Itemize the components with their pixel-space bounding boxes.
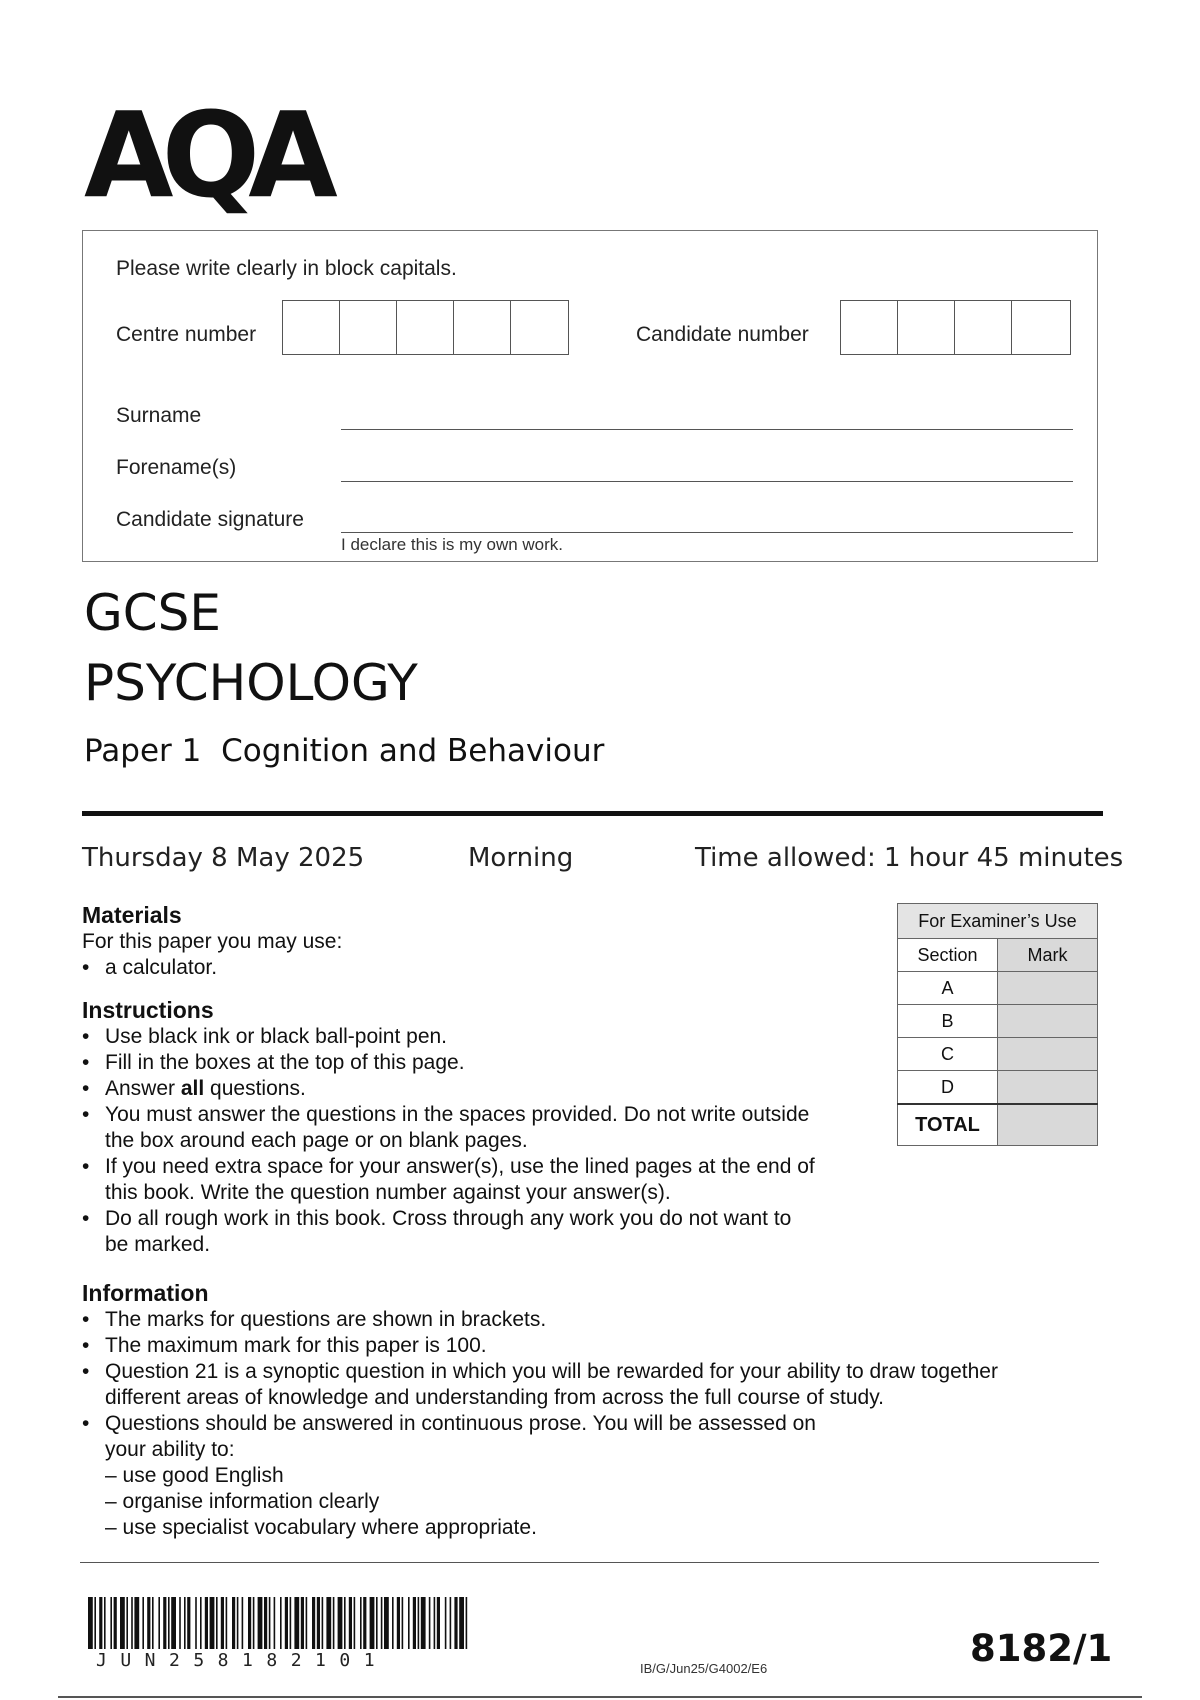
barcode-bar — [408, 1597, 410, 1649]
barcode-bar — [221, 1597, 224, 1649]
mark-cell — [998, 1005, 1098, 1038]
instruction-item: • Fill in the boxes at the top of this page. — [82, 1050, 882, 1076]
barcode-bar — [94, 1597, 96, 1649]
barcode-bar — [142, 1597, 144, 1649]
paper-title: Paper 1 Cognition and Behaviour — [84, 733, 605, 769]
candidate-number-field[interactable] — [840, 300, 1071, 355]
barcode-bar — [210, 1597, 215, 1649]
information-item: • The marks for questions are shown in brackets. — [82, 1307, 1102, 1333]
barcode-bar — [418, 1597, 420, 1649]
section-column-header: Section — [898, 939, 998, 972]
signature-label: Candidate signature — [116, 508, 304, 531]
barcode-bar — [264, 1597, 267, 1649]
barcode-bar — [333, 1597, 335, 1649]
materials-intro: For this paper you may use: — [82, 930, 343, 953]
surname-label: Surname — [116, 404, 202, 427]
barcode-bar — [429, 1597, 431, 1649]
barcode-bar — [126, 1597, 128, 1649]
mark-cell — [998, 1071, 1098, 1105]
barcode-bar — [274, 1597, 276, 1649]
paper-reference: IB/G/Jun25/G4002/E6 — [640, 1661, 768, 1676]
information-item: • Question 21 is a synoptic question in which you will be rewarded for your ability to draw together different areas of knowledge and understanding from across the full course of study. — [82, 1359, 1102, 1411]
barcode-bar — [437, 1597, 440, 1649]
barcode-bar — [413, 1597, 416, 1649]
materials-heading: Materials — [82, 902, 182, 928]
candidate-number-label: Candidate number — [636, 323, 809, 346]
surname-input-line[interactable] — [341, 429, 1073, 430]
declaration-text: I declare this is my own work. — [341, 535, 564, 554]
information-subitem: – use specialist vocabulary where appropriate. — [105, 1516, 537, 1539]
centre-number-digit-box[interactable] — [283, 301, 340, 354]
section-label: C — [898, 1038, 998, 1071]
aqa-logo: AQA — [84, 86, 327, 224]
qualification-title: GCSE — [84, 584, 221, 642]
centre-number-label: Centre number — [116, 323, 257, 346]
exam-date: Thursday 8 May 2025 — [82, 843, 365, 873]
barcode-bar — [88, 1597, 93, 1649]
barcode-bar — [354, 1597, 356, 1649]
barcode-bar — [344, 1597, 346, 1649]
barcode-bar — [104, 1597, 106, 1649]
barcode-bar — [317, 1597, 320, 1649]
barcode-bar — [376, 1597, 378, 1649]
instruction-item: • If you need extra space for your answer(s), use the lined pages at the end of this book. Write the question number against your answer(s). — [82, 1154, 882, 1206]
instruction-item: • Use black ink or black ball-point pen. — [82, 1024, 882, 1050]
barcode-bar — [237, 1597, 239, 1649]
information-section — [82, 1280, 1102, 1541]
page-bottom-rule — [58, 1696, 1142, 1698]
barcode-bar — [349, 1597, 352, 1649]
title-divider — [82, 811, 1103, 816]
barcode-bar — [421, 1597, 426, 1649]
barcode-bar — [392, 1597, 394, 1649]
candidate-number-digit-box[interactable] — [898, 301, 955, 354]
information-item: • The maximum mark for this paper is 100. — [82, 1333, 1102, 1359]
barcode-bar — [232, 1597, 235, 1649]
barcode-bar — [459, 1597, 464, 1649]
instructions-section — [82, 997, 882, 1258]
information-heading: Information — [82, 1280, 209, 1306]
barcode-bar — [269, 1597, 271, 1649]
instruction-item: • Answer all questions. — [82, 1076, 882, 1102]
candidate-number-digit-box[interactable] — [1012, 301, 1069, 354]
instruction-item: • Do all rough work in this book. Cross through any work you do not want to be marked. — [82, 1206, 882, 1258]
section-label: B — [898, 1005, 998, 1038]
barcode-bar — [184, 1597, 186, 1649]
barcode-bar — [397, 1597, 400, 1649]
materials-item: • a calculator. — [82, 955, 882, 981]
barcode-bar — [131, 1597, 133, 1649]
barcode-bar — [253, 1597, 255, 1649]
mark-cell — [998, 1038, 1098, 1071]
barcode-bar — [290, 1597, 292, 1649]
emphasis-all: all — [180, 1077, 205, 1100]
information-item: • Questions should be answered in continuous prose. You will be assessed on your ability to: — [82, 1411, 1102, 1463]
subject-title: PSYCHOLOGY — [84, 654, 418, 712]
barcode-bar — [312, 1597, 315, 1649]
barcode-bar — [168, 1597, 170, 1649]
barcode-bar — [110, 1597, 112, 1649]
time-allowed: Time allowed: 1 hour 45 minutes — [695, 843, 1124, 873]
barcode-bar — [381, 1597, 383, 1649]
barcode-bar — [242, 1597, 244, 1649]
materials-section — [82, 902, 882, 981]
barcode-bar — [99, 1597, 102, 1649]
total-label: TOTAL — [898, 1104, 998, 1146]
information-subitem: – use good English — [105, 1464, 284, 1487]
barcode-bar — [171, 1597, 176, 1649]
centre-number-digit-box[interactable] — [454, 301, 511, 354]
section-label: A — [898, 972, 998, 1005]
barcode-bar — [152, 1597, 154, 1649]
mark-cell — [998, 972, 1098, 1005]
barcode-bar — [445, 1597, 447, 1649]
block-capitals-instruction: Please write clearly in block capitals. — [116, 257, 457, 280]
footer-divider — [80, 1562, 1099, 1563]
examiner-table-title: For Examiner’s Use — [898, 904, 1098, 939]
barcode-bar — [248, 1597, 251, 1649]
barcode-bar — [134, 1597, 139, 1649]
section-label: D — [898, 1071, 998, 1105]
instructions-heading: Instructions — [82, 997, 214, 1023]
barcode-bar — [370, 1597, 375, 1649]
barcode-bar — [114, 1597, 117, 1649]
mark-column-header: Mark — [998, 939, 1098, 972]
barcode-bar — [187, 1597, 190, 1649]
barcode-bar — [158, 1597, 160, 1649]
candidate-number-digit-box[interactable] — [841, 301, 898, 354]
barcode-bar — [301, 1597, 304, 1649]
centre-number-field[interactable] — [282, 300, 569, 355]
barcode-bar — [226, 1597, 228, 1649]
barcode-bar — [322, 1597, 324, 1649]
barcode-bar — [454, 1597, 457, 1649]
centre-number-digit-box[interactable] — [511, 301, 568, 354]
forenames-label: Forename(s) — [116, 456, 237, 479]
barcode-bar — [280, 1597, 282, 1649]
instruction-item: • You must answer the questions in the spaces provided. Do not write outside the box around each page or on blank pages. — [82, 1102, 882, 1154]
barcode-bar — [306, 1597, 308, 1649]
forenames-input-line[interactable] — [341, 481, 1073, 482]
barcode-bar — [363, 1597, 366, 1649]
barcode-bar — [402, 1597, 404, 1649]
barcode-bar — [466, 1597, 468, 1649]
barcode-bar — [163, 1597, 166, 1649]
barcode-image — [88, 1597, 470, 1649]
barcode-bar — [285, 1597, 288, 1649]
information-subitem: – organise information clearly — [105, 1490, 380, 1513]
signature-input-line[interactable] — [341, 532, 1073, 533]
candidate-details-box — [82, 230, 1098, 562]
barcode-bar — [205, 1597, 208, 1649]
barcode-bar — [384, 1597, 389, 1649]
candidate-number-digit-box[interactable] — [955, 301, 1012, 354]
barcode-bar — [258, 1597, 263, 1649]
barcode-bar — [120, 1597, 125, 1649]
examiner-use-table — [897, 903, 1098, 1146]
barcode-bar — [450, 1597, 452, 1649]
barcode-bar — [195, 1597, 197, 1649]
barcode-bar — [294, 1597, 299, 1649]
barcode-bar — [434, 1597, 436, 1649]
centre-number-digit-box[interactable] — [397, 301, 454, 354]
barcode-bar — [338, 1597, 343, 1649]
barcode-digits: JUN258182101 — [96, 1650, 389, 1671]
barcode-bar — [179, 1597, 181, 1649]
barcode-bar — [360, 1597, 362, 1649]
centre-number-digit-box[interactable] — [340, 301, 397, 354]
paper-code: 8182/1 — [970, 1627, 1113, 1670]
barcode-bar — [326, 1597, 331, 1649]
exam-session: Morning — [468, 843, 574, 873]
total-mark-cell — [998, 1104, 1098, 1146]
barcode-bar — [200, 1597, 202, 1649]
barcode-bar — [147, 1597, 150, 1649]
barcode-bar — [216, 1597, 218, 1649]
